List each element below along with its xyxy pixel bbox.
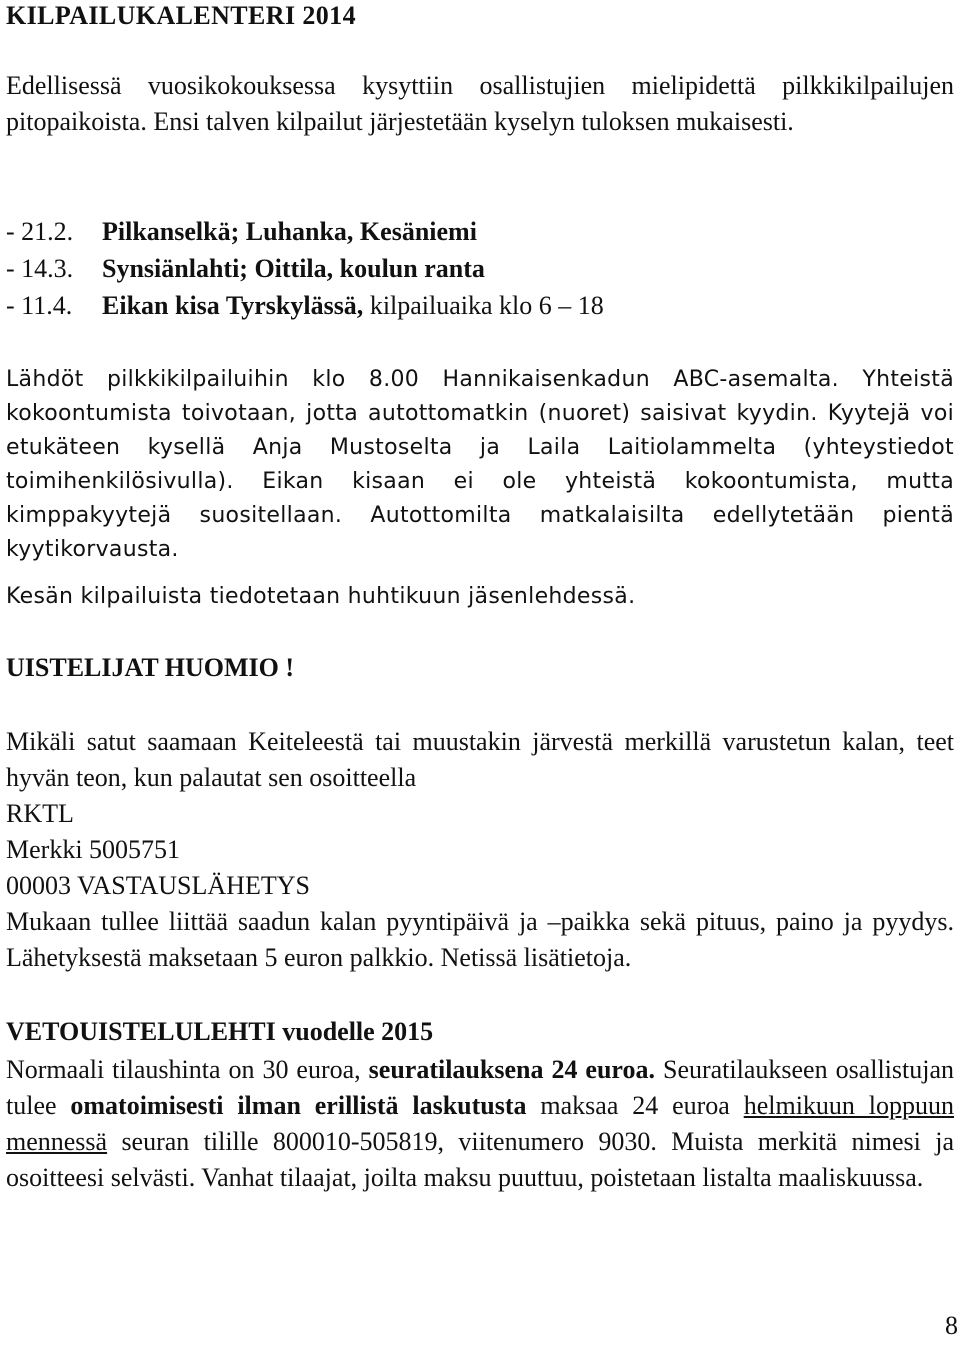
- competition-list: [6, 213, 604, 324]
- address-line: Merkki 5005751: [6, 835, 181, 864]
- competition-item: - 14.3. Synsiänlahti; Oittila, koulun ranta: [6, 254, 485, 283]
- address-line: RKTL: [6, 799, 74, 828]
- summer-note: Kesän kilpailuista tiedotetaan huhtikuun jäsenlehdessä.: [6, 584, 636, 609]
- address-line: 00003 VASTAUSLÄHETYS: [6, 871, 310, 900]
- page-title: KILPAILUKALENTERI 2014: [6, 1, 356, 30]
- intro-paragraph: Edellisessä vuosikokouksessa kysyttiin osallistujien mielipidettä pilkkikilpailujen pitopaikoista. Ensi talven kilpailut järjestetään kyselyn tuloksen mukaisesti.: [6, 71, 954, 136]
- trollers-paragraph-2: Mukaan tullee liittää saadun kalan pyyntipäivä ja –paikka sekä pituus, paino ja pyydys. Lähetyksestä maksetaan 5 euron palkkio. Netissä lisätietoja.: [6, 907, 954, 972]
- magazine-paragraph: Normaali tilaushinta on 30 euroa, seuratilauksena 24 euroa. Seuratilaukseen osallistujan tulee omatoimisesti ilman erillistä laskutusta maksaa 24 euroa helmikuun loppuun mennessä seuran tilille 800010-505819, viitenumero 9030. Muista merkitä nimesi ja osoitteesi selvästi. Vanhat tilaajat, joilta maksu puuttuu, poistetaan listalta maaliskuussa.: [6, 1055, 955, 1192]
- magazine-heading: VETOUISTELULEHTI vuodelle 2015: [6, 1017, 434, 1046]
- competition-item: - 21.2. Pilkanselkä; Luhanka, Kesäniemi: [6, 217, 477, 246]
- trollers-paragraph: Mikäli satut saamaan Keiteleestä tai muustakin järvestä merkillä varustetun kalan, teet hyvän teon, kun palautat sen osoitteella: [6, 727, 954, 792]
- departures-paragraph: Lähdöt pilkkikilpailuihin klo 8.00 Hannikaisenkadun ABC-asemalta. Yhteistä kokoontumista toivotaan, jotta autottomatkin (nuoret) saisivat kyydin. Kyytejä voi etukäteen kysellä Anja Mustoselta ja Laila Laitiolammelta (yhteystiedot toimihenkilösivulla). Eikan kisaan ei ole yhteistä kokoontumista, mutta kimppakyytejä suositellaan. Autottomilta matkalaisilta edellytetään pientä kyytikorvausta.: [6, 367, 954, 562]
- return-address: [6, 796, 310, 904]
- competition-item: - 11.4. Eikan kisa Tyrskylässä, kilpailuaika klo 6 – 18: [6, 291, 604, 320]
- page-number: 8: [945, 1311, 958, 1340]
- trollers-heading: UISTELIJAT HUOMIO !: [6, 653, 294, 682]
